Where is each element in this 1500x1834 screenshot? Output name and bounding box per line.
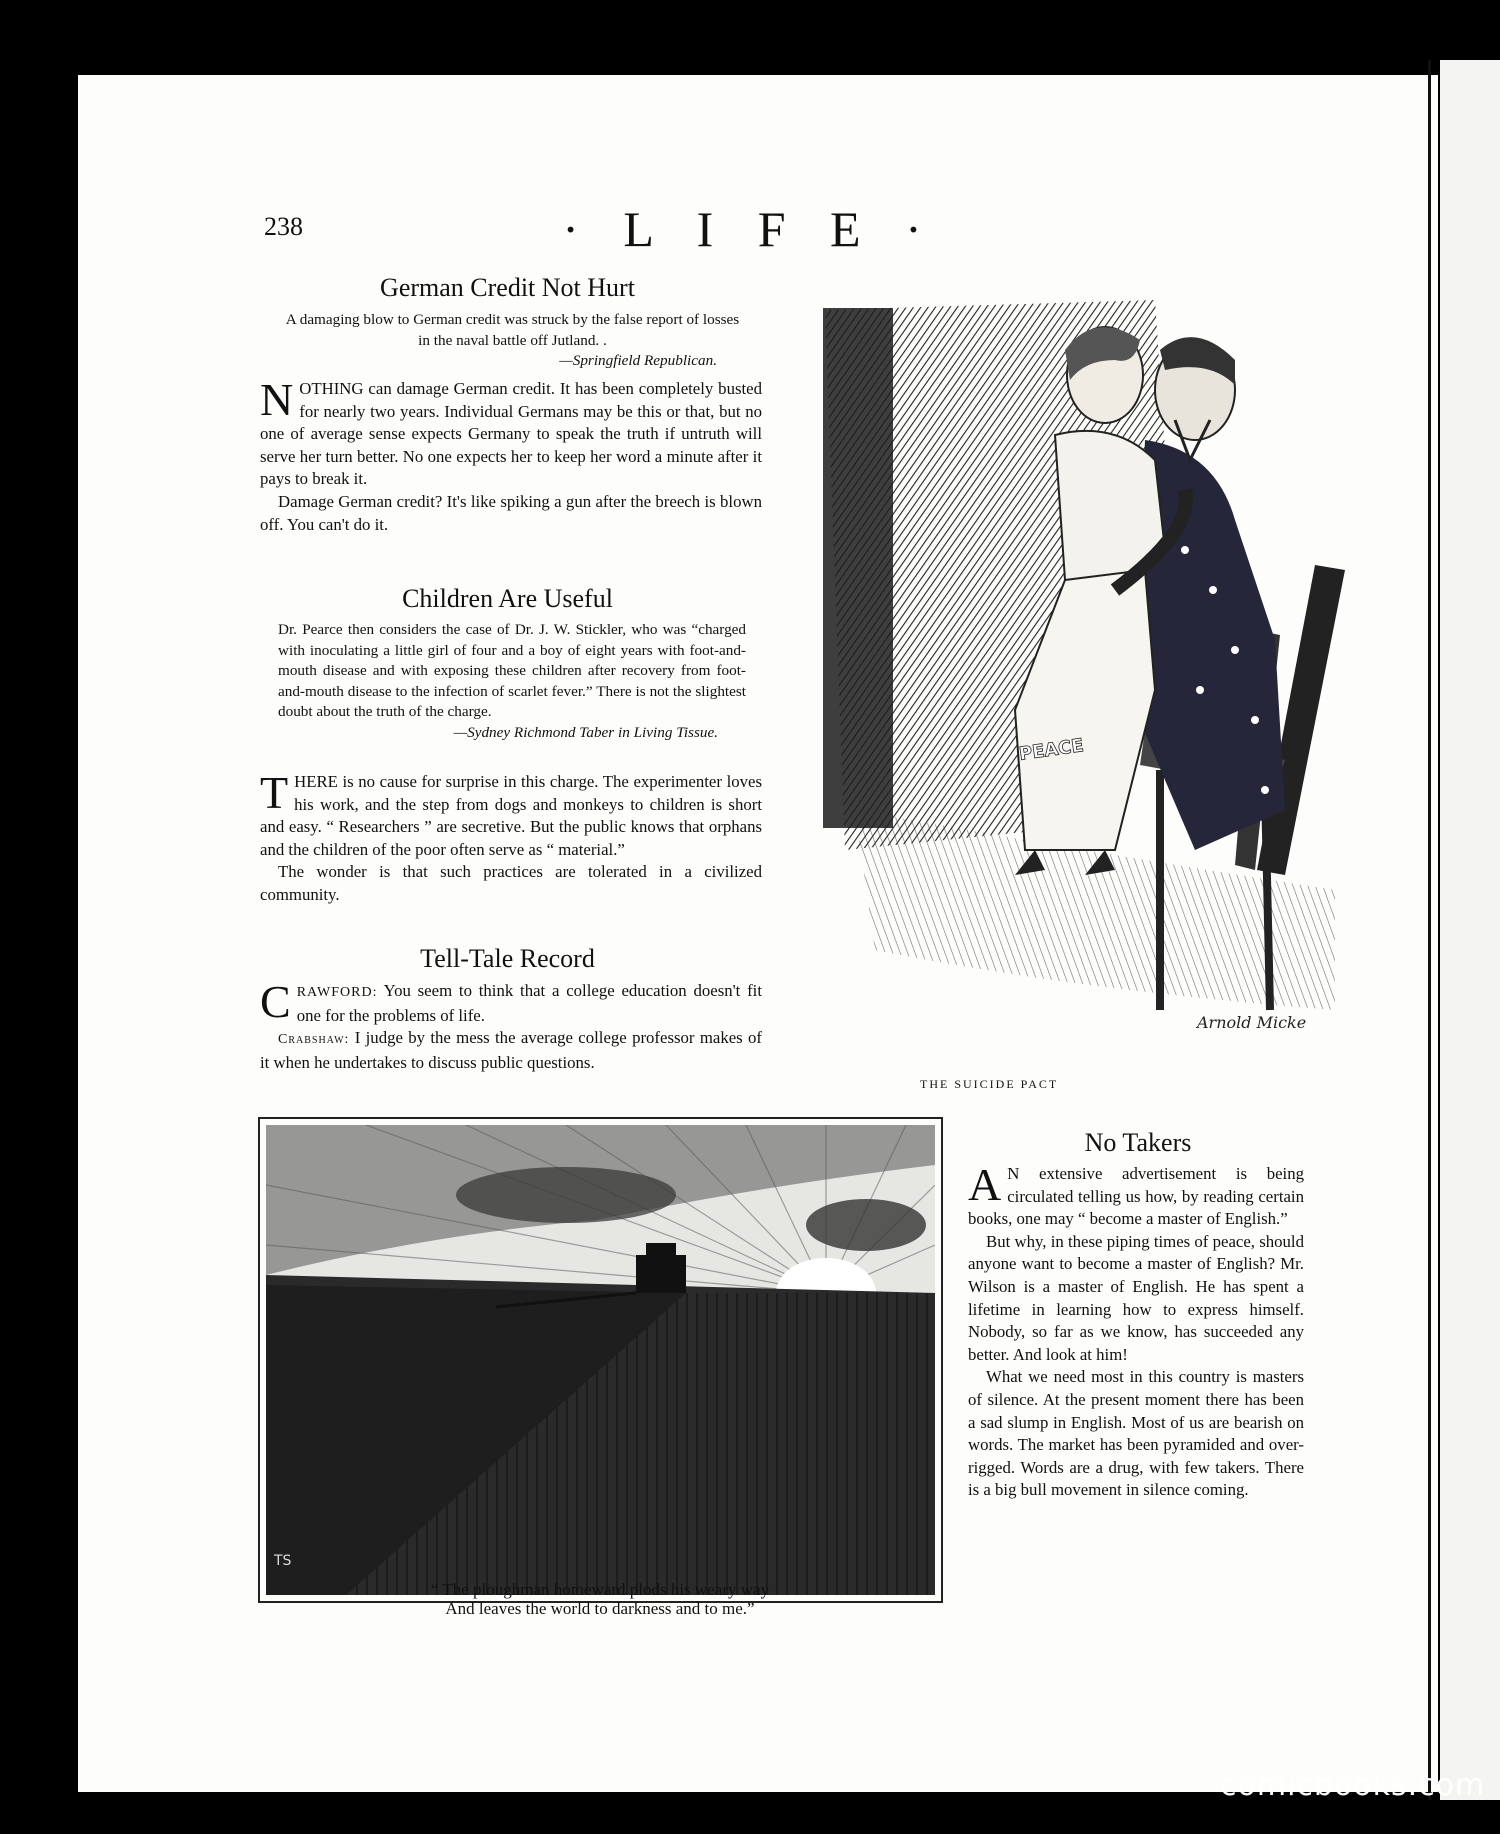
lead-paragraph: OTHING can damage German credit. It has been completely busted for nearly two years. Individual Germans may be this or that, but no one of average sense expects Germany to speak the truth if untruth will serve her turn better. No one expects her to keep her word a minute after it pays to break it. (260, 379, 762, 489)
epigraph-source: —Springfield Republican. (559, 352, 717, 369)
dress-label: PEACE (1017, 735, 1086, 765)
article-title-german-credit: German Credit Not Hurt (380, 273, 635, 302)
page-number: 238 (264, 212, 303, 241)
paragraph: What we need most in this country is masters of silence. At the present moment there has been a sad slump in English. Most of us are bearish on words. The market has been pyramided and over-rigged. Words are a drug, with few takers. There is a big bull movement in silence coming. (968, 1367, 1304, 1500)
article-body-children (260, 767, 762, 907)
article-title-tell-tale: Tell-Tale Record (420, 944, 595, 973)
speaker-label: RAWFORD: (296, 985, 378, 1000)
article-body-no-takers (968, 1159, 1304, 1502)
artist-signature: Arnold Micke (1197, 1013, 1307, 1032)
article-epigraph (278, 620, 746, 743)
paragraph: But why, in these piping times of peace, should anyone want to become a master of English? Mr. Wilson is a master of English. He has spent a lifetime in learning how to express himself. Nobody, so far as we know, has succeeded any better. And look at him! (968, 1231, 1304, 1364)
artist-monogram: TS (274, 1553, 292, 1569)
article-body-german-credit (260, 374, 762, 536)
cartoon-caption: THE SUICIDE PACT (920, 1077, 1059, 1091)
drop-cap: T (260, 767, 289, 818)
dialogue-line: I judge by the mess the average college professor makes of it when he undertakes to discuss public questions. (260, 1028, 762, 1072)
suicide-pact-cartoon (815, 290, 1355, 1065)
speaker-label: Crabshaw: (278, 1032, 350, 1048)
caption-line: And leaves the world to darkness and to me.” (445, 1599, 755, 1618)
ploughman-plate (258, 1117, 943, 1603)
lead-paragraph: HERE is no cause for surprise in this charge. The experimenter loves his work, and the step from dogs and monkeys to children is short and easy. “ Researchers ” are secretive. But the public knows that orphans and the children of the poor often serve as “ material.” (260, 772, 762, 859)
lead-paragraph: N extensive advertisement is being circulated telling us how, by reading certain books, one may “ become a master of English.” (968, 1164, 1304, 1229)
masthead-life: · L I F E · (562, 201, 938, 257)
article-epigraph (280, 310, 745, 372)
article-body-tell-tale (260, 976, 762, 1074)
ploughman-illustration (266, 1125, 935, 1595)
epigraph-text: A damaging blow to German credit was struck by the false report of losses in the naval battle off Jutland. . (285, 311, 740, 349)
article-title-no-takers: No Takers (1084, 1128, 1192, 1157)
dialogue-line: You seem to think that a college education doesn't fit one for the problems of life. (296, 981, 762, 1025)
drop-cap: C (260, 976, 291, 1027)
article-title-children: Children Are Useful (402, 584, 613, 613)
caption-line: “ The ploughman homeward plods his weary way (430, 1580, 770, 1599)
facing-page-edge (1440, 60, 1500, 1800)
page-spine (1428, 60, 1431, 1800)
epigraph-source: —Sydney Richmond Taber in Living Tissue. (453, 723, 718, 741)
drop-cap: A (968, 1159, 1002, 1210)
drop-cap: N (260, 374, 294, 425)
watermark-text: comicbooks.com (1220, 1768, 1486, 1803)
paragraph: The wonder is that such practices are tolerated in a civilized community. (260, 862, 762, 904)
plate-caption (300, 1580, 900, 1618)
epigraph-text: Dr. Pearce then considers the case of Dr. J. W. Stickler, who was “charged with inoculating a little girl of four and a boy of eight years with foot-and-mouth disease and with exposing these children after recovery from foot-and-mouth disease to the infection of scarlet fever.” There is not the slightest doubt about the truth of the charge. (278, 621, 746, 720)
paragraph: Damage German credit? It's like spiking a gun after the breech is blown off. You can't do it. (260, 491, 762, 534)
